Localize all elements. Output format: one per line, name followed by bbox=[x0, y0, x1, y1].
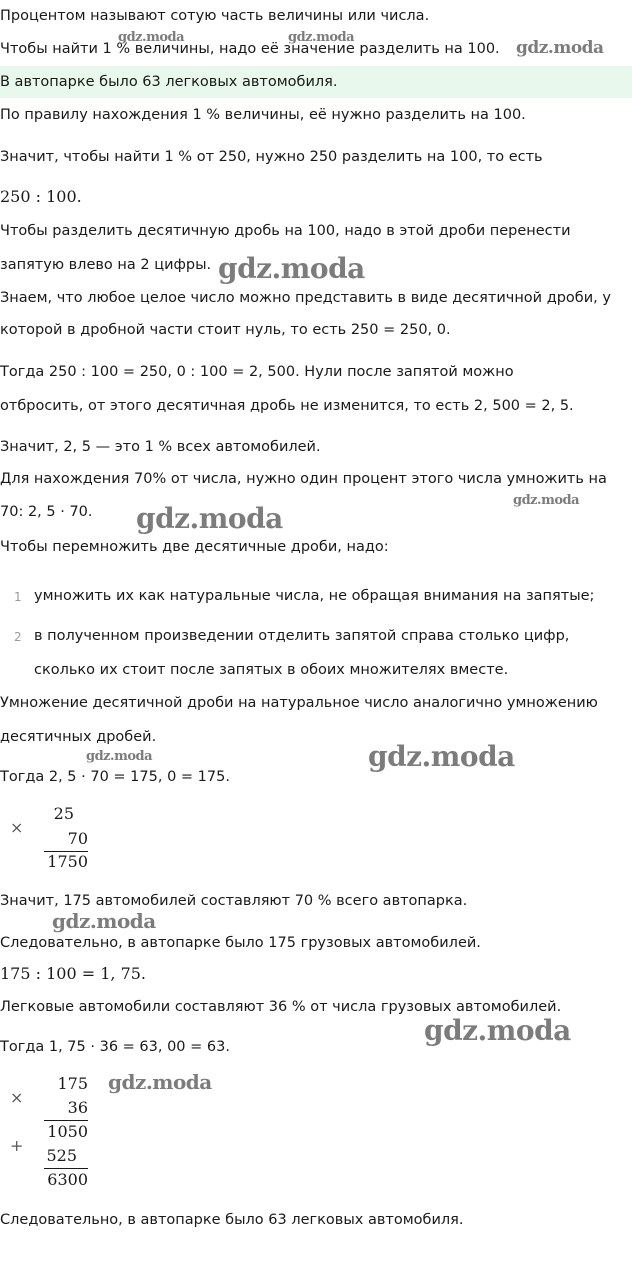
text-line: десятичных дробей. bbox=[0, 729, 157, 745]
text-line: По правилу нахождения 1 % величины, её нужно разделить на 100. bbox=[0, 107, 526, 123]
list-item: в полученном произведении отделить запятой справа столько цифр, bbox=[34, 628, 570, 644]
text-line: Значит, 175 автомобилей составляют 70 % всего автопарка. bbox=[0, 893, 468, 909]
list-number: 2 bbox=[14, 630, 22, 644]
column-multiplication bbox=[44, 802, 88, 874]
multiply-sign: × bbox=[10, 1088, 24, 1107]
partial-product: 525 bbox=[46, 1146, 77, 1165]
list-item-continuation: сколько их стоит после запятых в обоих множителях вместе. bbox=[34, 662, 509, 678]
plus-sign: + bbox=[10, 1136, 24, 1155]
column-multiplication bbox=[44, 1072, 88, 1194]
math-line: 250 : 100. bbox=[0, 187, 82, 206]
product: 6300 bbox=[47, 1170, 88, 1189]
answer-line: В автопарке было 63 легковых автомобиля. bbox=[0, 74, 338, 90]
text-line: Для нахождения 70% от числа, нужно один процент этого числа умножить на bbox=[0, 471, 607, 487]
watermark: gdz.moda bbox=[513, 493, 580, 508]
divider-line bbox=[44, 1120, 88, 1121]
text-line: Чтобы перемножить две десятичные дроби, надо: bbox=[0, 539, 389, 555]
watermark: gdz.moda bbox=[108, 1070, 212, 1094]
text-line: Следовательно, в автопарке было 175 грузовых автомобилей. bbox=[0, 935, 481, 951]
factor: 70 bbox=[67, 829, 88, 848]
text-line: Чтобы разделить десятичную дробь на 100, надо в этой дроби перенести bbox=[0, 223, 571, 239]
factor: 175 bbox=[57, 1074, 88, 1093]
partial-product: 1050 bbox=[47, 1122, 88, 1141]
watermark: gdz.moda bbox=[368, 740, 515, 773]
watermark: gdz.moda bbox=[218, 252, 365, 285]
watermark: gdz.moda bbox=[52, 909, 156, 933]
text-line: Тогда 1, 75 · 36 = 63, 00 = 63. bbox=[0, 1039, 230, 1055]
text-line: Умножение десятичной дроби на натуральное число аналогично умножению bbox=[0, 695, 598, 711]
text-line: запятую влево на 2 цифры. bbox=[0, 257, 212, 273]
text-line: которой в дробной части стоит нуль, то есть 250 = 250, 0. bbox=[0, 322, 451, 338]
text-line: Легковые автомобили составляют 36 % от числа грузовых автомобилей. bbox=[0, 999, 562, 1015]
text-line: 70: 2, 5 · 70. bbox=[0, 504, 93, 520]
factor: 25 bbox=[53, 804, 74, 823]
text-line: Значит, 2, 5 — это 1 % всех автомобилей. bbox=[0, 439, 321, 455]
text-line: Тогда 2, 5 · 70 = 175, 0 = 175. bbox=[0, 769, 230, 785]
divider-line bbox=[44, 1168, 88, 1169]
watermark: gdz.moda bbox=[118, 30, 185, 45]
factor: 36 bbox=[67, 1098, 88, 1117]
text-line: Знаем, что любое целое число можно представить в виде десятичной дроби, у bbox=[0, 290, 611, 306]
text-line: отбросить, от этого десятичная дробь не изменится, то есть 2, 500 = 2, 5. bbox=[0, 398, 574, 414]
text-line: Тогда 250 : 100 = 250, 0 : 100 = 2, 500. Нули после запятой можно bbox=[0, 364, 514, 380]
list-item: умножить их как натуральные числа, не обращая внимания на запятые; bbox=[34, 588, 595, 604]
text-line: Процентом называют сотую часть величины или числа. bbox=[0, 8, 430, 24]
math-line: 175 : 100 = 1, 75. bbox=[0, 964, 147, 983]
watermark: gdz.moda bbox=[136, 502, 283, 535]
multiply-sign: × bbox=[10, 818, 24, 837]
watermark: gdz.moda bbox=[288, 30, 355, 45]
answer-line: Следовательно, в автопарке было 63 легковых автомобиля. bbox=[0, 1212, 464, 1228]
watermark: gdz.moda bbox=[424, 1014, 571, 1047]
product: 1750 bbox=[47, 852, 88, 871]
watermark: gdz.moda bbox=[516, 38, 604, 58]
text-line: Значит, чтобы найти 1 % от 250, нужно 250 разделить на 100, то есть bbox=[0, 149, 543, 165]
list-number: 1 bbox=[14, 590, 22, 604]
watermark: gdz.moda bbox=[86, 749, 153, 764]
text-line: Чтобы найти 1 % величины, надо её значение разделить на 100. bbox=[0, 41, 500, 57]
